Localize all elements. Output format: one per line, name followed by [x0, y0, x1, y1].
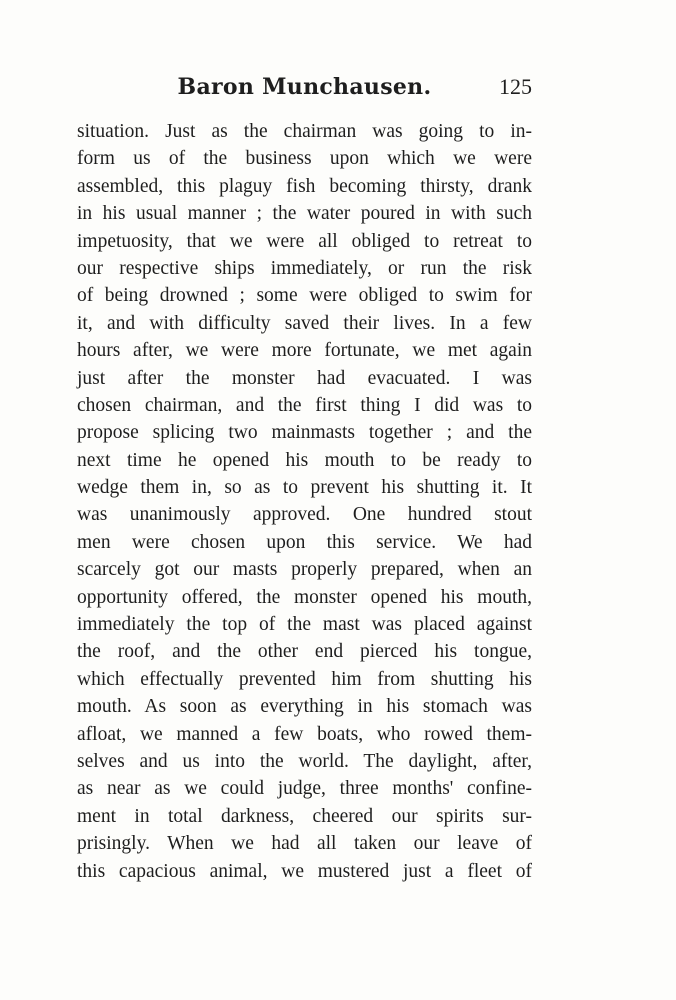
text-line: impetuosity, that we were all obliged to retreat to [77, 230, 532, 252]
text-line: our respective ships immediately, or run the risk [77, 257, 532, 279]
text-line: afloat, we manned a few boats, who rowed them- [77, 723, 532, 745]
text-line: which effectually prevented him from shutting his [77, 668, 532, 690]
text-line: scarcely got our masts properly prepared, when an [77, 559, 532, 581]
text-line: selves and us into the world. The daylight, after, [77, 750, 532, 772]
text-line: in his usual manner ; the water poured in with such [77, 203, 532, 225]
text-line: was unanimously approved. One hundred stout [77, 504, 532, 526]
text-line: prisingly. When we had all taken our leave of [77, 833, 532, 855]
text-line: mouth. As soon as everything in his stomach was [77, 696, 532, 718]
text-line: form us of the business upon which we were [77, 148, 532, 170]
text-line: chosen chairman, and the first thing I did was to [77, 394, 532, 416]
text-line: of being drowned ; some were obliged to swim for [77, 285, 532, 307]
text-line: assembled, this plaguy fish becoming thirsty, drank [77, 175, 532, 197]
text-line: men were chosen upon this service. We had [77, 531, 532, 553]
running-head [77, 72, 532, 108]
text-line: immediately the top of the mast was placed against [77, 614, 532, 636]
text-line: just after the monster had evacuated. I was [77, 367, 532, 389]
text-line: ment in total darkness, cheered our spirits sur- [77, 805, 532, 827]
body-text [77, 118, 532, 885]
text-line: propose splicing two mainmasts together ; and the [77, 422, 532, 444]
page-number: 125 [499, 74, 532, 99]
text-line: hours after, we were more fortunate, we met again [77, 340, 532, 362]
text-line: it, and with difficulty saved their lives. In a few [77, 312, 532, 334]
text-line: opportunity offered, the monster opened his mouth, [77, 586, 532, 608]
text-line: situation. Just as the chairman was going to in- [77, 121, 532, 142]
text-line: the roof, and the other end pierced his tongue, [77, 641, 532, 663]
text-line: as near as we could judge, three months' confine- [77, 778, 532, 800]
running-title: Baron Munchausen. [177, 74, 432, 100]
text-line: this capacious animal, we mustered just a fleet of [77, 860, 532, 882]
text-line: wedge them in, so as to prevent his shutting it. It [77, 477, 532, 499]
text-line: next time he opened his mouth to be ready to [77, 449, 532, 471]
